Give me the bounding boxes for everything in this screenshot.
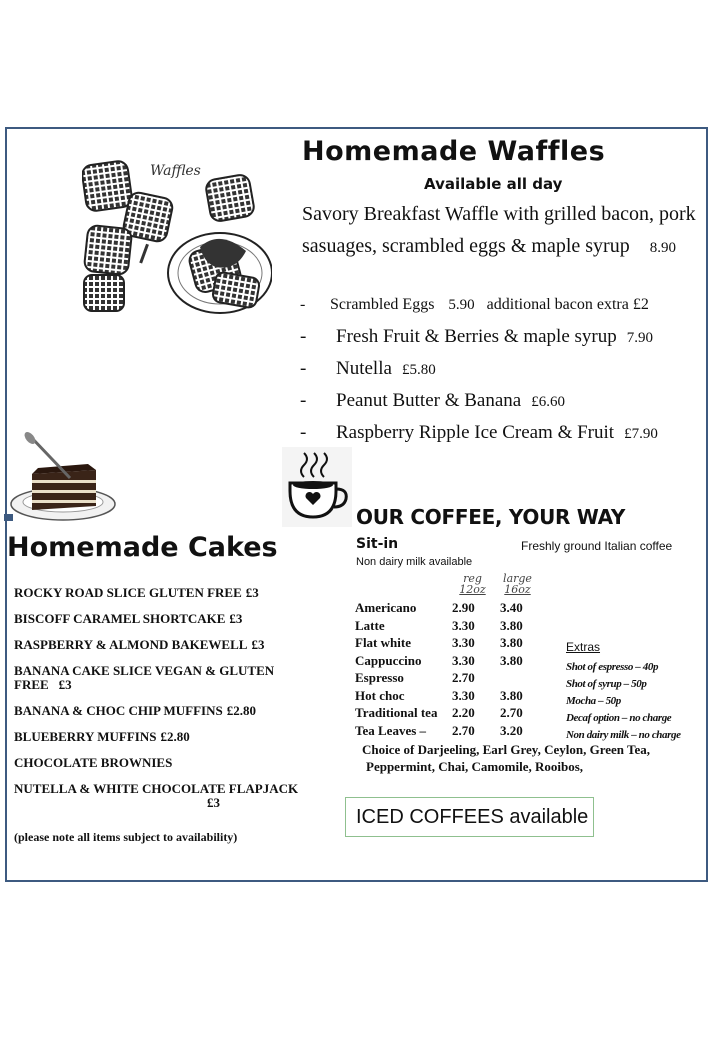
- list-item: [300, 385, 710, 417]
- list-item: [300, 321, 710, 353]
- waffles-description-price: 8.90: [649, 240, 676, 256]
- item-price: £3: [251, 637, 265, 652]
- reg-price: 3.30: [452, 617, 475, 633]
- item-name: BISCOFF CARAMEL SHORTCAKE: [14, 611, 226, 626]
- item-name: Raspberry Ripple Ice Cream & Fruit: [336, 422, 615, 443]
- list-bullet: -: [300, 296, 306, 313]
- cakes-title: Homemade Cakes: [7, 532, 278, 563]
- non-dairy-note: Non dairy milk available: [356, 556, 473, 568]
- drink-name: Flat white: [355, 635, 411, 650]
- cake-slice-icon: [8, 432, 118, 527]
- item-price: £3: [229, 611, 243, 626]
- tea-choices-line-2: Peppermint, Chai, Camomile, Rooibos,: [366, 759, 584, 774]
- extra-item: Shot of syrup – 50p: [566, 678, 647, 690]
- size-reg: reg: [463, 572, 482, 585]
- waffles-list: [300, 289, 710, 449]
- list-item: [14, 612, 324, 626]
- availability-note: (please note all items subject to availability): [14, 830, 238, 844]
- list-item: [14, 638, 324, 652]
- waffles-illustration: [82, 155, 272, 325]
- large-price: 3.20: [500, 722, 523, 738]
- item-extra: additional bacon extra £2: [486, 296, 649, 313]
- small-badge: [4, 514, 13, 521]
- item-name: Fresh Fruit & Berries & maple syrup: [336, 326, 617, 347]
- list-bullet: -: [300, 390, 307, 411]
- item-price: 7.90: [626, 330, 653, 346]
- reg-price: 3.30: [452, 635, 475, 650]
- table-row: [355, 722, 550, 740]
- item-name: Scrambled Eggs: [330, 296, 435, 313]
- drink-name: Traditional tea: [355, 705, 438, 720]
- list-item: [14, 756, 324, 770]
- reg-price: 3.30: [452, 652, 475, 668]
- item-price: £3: [58, 677, 72, 692]
- large-price: 3.80: [500, 635, 523, 650]
- size-header: [450, 573, 540, 595]
- waffles-image-label: Waffles: [150, 163, 201, 179]
- table-row: [355, 687, 550, 705]
- large-price: 3.80: [500, 617, 523, 633]
- list-bullet: -: [300, 326, 307, 347]
- item-price: £7.90: [624, 426, 658, 442]
- reg-price: 3.30: [452, 687, 475, 703]
- extra-item: Shot of espresso – 40p: [566, 661, 659, 673]
- large-price: 2.70: [500, 705, 523, 720]
- coffee-title: OUR COFFEE, YOUR WAY: [356, 505, 626, 529]
- list-item: [300, 289, 710, 321]
- item-name: RASPBERRY & ALMOND BAKEWELL: [14, 637, 248, 652]
- size-large-oz: 16oz: [504, 583, 531, 596]
- extra-item: Decaf option – no charge: [566, 712, 672, 724]
- tea-choices-line-1: Choice of Darjeeling, Earl Grey, Ceylon, Green Tea,: [362, 742, 651, 757]
- table-row: [355, 669, 550, 687]
- tea-choices: [362, 741, 702, 775]
- item-name: Nutella: [336, 358, 392, 379]
- table-row: [355, 617, 550, 635]
- waffles-description-text: Savory Breakfast Waffle with grilled bacon, pork sasuages, scrambled eggs & maple syrup: [302, 203, 696, 257]
- coffee-cup-icon: [282, 447, 352, 527]
- list-item: [300, 353, 710, 385]
- list-item: [14, 704, 324, 718]
- large-price: 3.40: [500, 600, 523, 615]
- table-row: [355, 634, 550, 652]
- drink-name: Cappuccino: [355, 652, 422, 668]
- item-name: BANANA CAKE SLICE VEGAN & GLUTEN FREE: [14, 663, 275, 692]
- waffles-title: Homemade Waffles: [302, 136, 606, 167]
- sit-in-label: Sit-in: [356, 536, 399, 552]
- reg-price: 2.70: [452, 722, 475, 738]
- item-name: BLUEBERRY MUFFINS: [14, 729, 157, 744]
- drink-name: Americano: [355, 600, 417, 615]
- item-price: £5.80: [401, 362, 436, 378]
- item-name: BANANA & CHOC CHIP MUFFINS: [14, 703, 223, 718]
- item-price: £6.60: [531, 394, 565, 410]
- cakes-list: [14, 586, 324, 822]
- list-bullet: -: [300, 358, 307, 379]
- list-item: [14, 730, 324, 744]
- fresh-coffee-note: Freshly ground Italian coffee: [521, 539, 673, 553]
- item-price: £3: [245, 585, 259, 600]
- size-large: large: [503, 572, 532, 585]
- coffee-price-table: [355, 599, 550, 739]
- large-price: [500, 669, 550, 687]
- extras-panel: [566, 640, 711, 744]
- waffles-subtitle: Available all day: [424, 175, 563, 193]
- drink-name: Tea Leaves –: [355, 722, 427, 738]
- drink-name: Espresso: [355, 670, 404, 685]
- list-item: [300, 417, 710, 449]
- drink-name: Hot choc: [355, 687, 405, 703]
- item-name: ROCKY ROAD SLICE GLUTEN FREE: [14, 585, 242, 600]
- size-reg-oz: 12oz: [459, 583, 486, 596]
- table-row: [355, 704, 550, 722]
- large-price: 3.80: [500, 652, 523, 668]
- reg-price: 2.20: [452, 705, 475, 720]
- list-item: [14, 586, 324, 600]
- extra-item: Non dairy milk – no charge: [566, 729, 681, 741]
- reg-price: 2.70: [452, 670, 475, 685]
- item-price: £2.80: [226, 703, 256, 718]
- table-row: [355, 599, 550, 617]
- list-item: [14, 664, 324, 692]
- list-bullet: -: [300, 422, 307, 443]
- extra-item: Mocha – 50p: [566, 695, 621, 707]
- item-price: 5.90: [448, 297, 475, 313]
- table-row: [355, 652, 550, 670]
- drink-name: Latte: [355, 617, 385, 633]
- iced-coffees-box: ICED COFFEES available: [345, 797, 594, 837]
- extras-heading: Extras: [566, 640, 601, 654]
- item-name: CHOCOLATE BROWNIES: [14, 755, 173, 770]
- item-price: £3: [207, 795, 220, 810]
- item-price: £2.80: [160, 729, 190, 744]
- reg-price: 2.90: [452, 600, 475, 615]
- waffles-description: [302, 198, 702, 264]
- item-name: NUTELLA & WHITE CHOCOLATE FLAPJACK: [14, 781, 299, 796]
- item-name: Peanut Butter & Banana: [336, 390, 522, 411]
- list-item: [14, 782, 324, 810]
- large-price: 3.80: [500, 687, 523, 703]
